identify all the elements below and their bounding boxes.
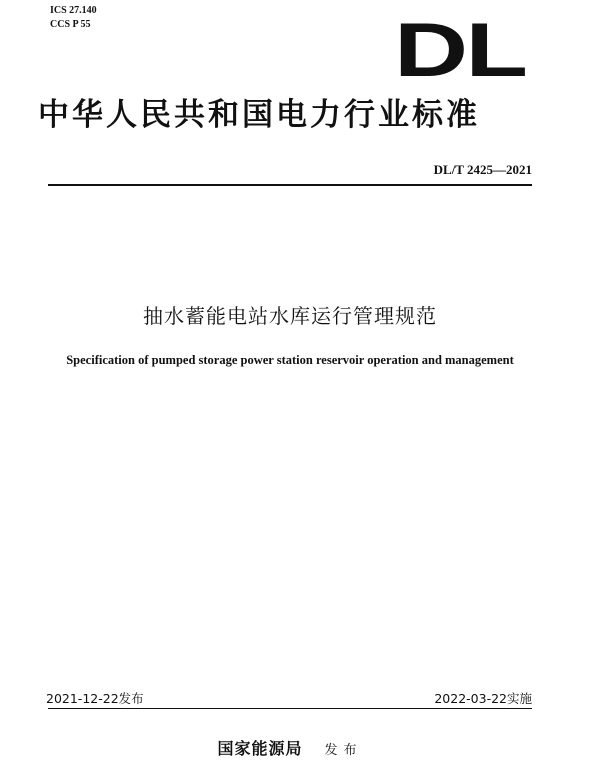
bottom-divider	[48, 708, 532, 709]
document-title-en: Specification of pumped storage power station reservoir operation and management	[66, 353, 514, 367]
classification-codes	[50, 4, 97, 32]
implementation-date: 2022-03-22实施	[434, 691, 532, 706]
document-title-cn: 抽水蓄能电站水库运行管理规范	[143, 304, 437, 328]
publisher-verb: 发布	[324, 743, 363, 758]
ics-code: ICS 27.140	[50, 5, 97, 16]
issue-date: 2021-12-22发布	[46, 691, 144, 706]
org-title: 中华人民共和国电力行业标准	[38, 97, 480, 133]
publisher-line	[0, 736, 580, 759]
ccs-code: CCS P 55	[50, 19, 91, 30]
dl-logo: DL	[394, 8, 526, 93]
standard-number: DL/T 2425—2021	[433, 162, 532, 177]
top-divider	[48, 184, 532, 186]
publisher-org: 国家能源局	[217, 739, 303, 758]
